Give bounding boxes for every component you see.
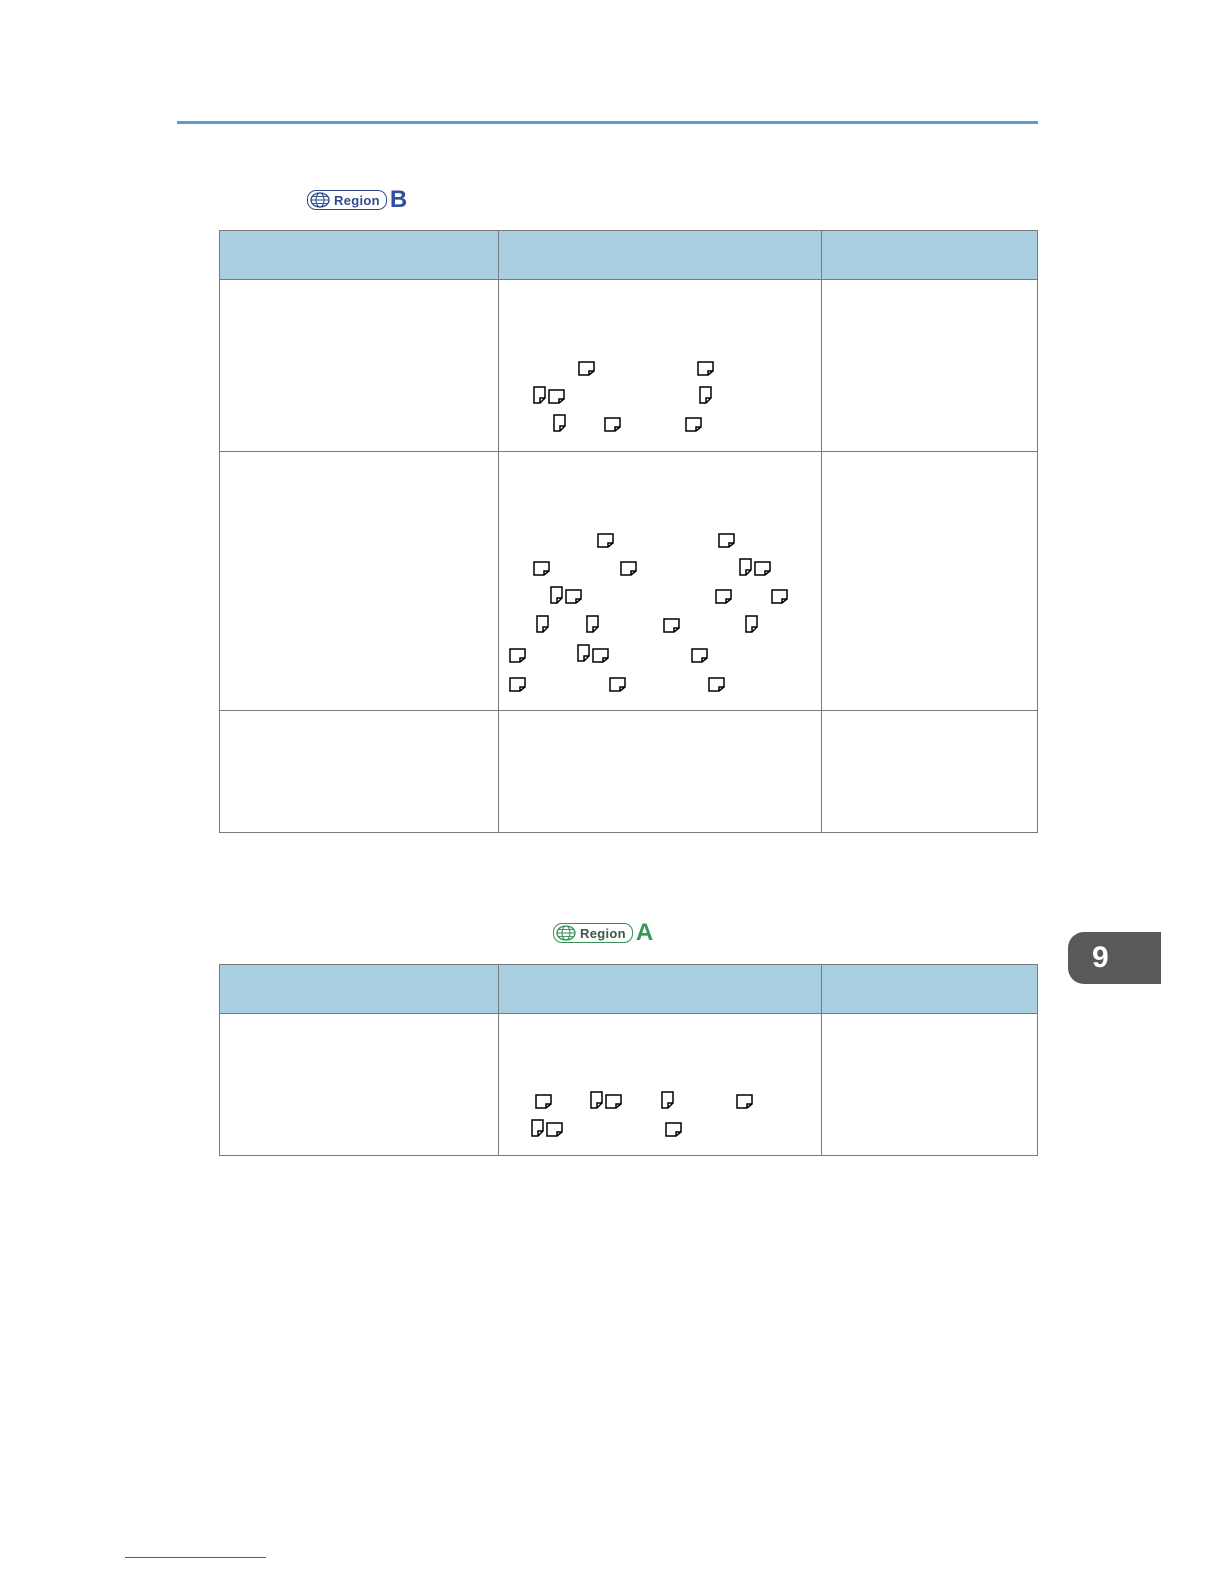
- paper-portrait-icon: [577, 644, 590, 662]
- table-cell: [821, 452, 1037, 711]
- paper-landscape-icon: [691, 648, 708, 663]
- table-header-cell: [499, 231, 821, 280]
- table-header-cell: [220, 965, 499, 1014]
- table-cell: [821, 1014, 1037, 1156]
- table-header-cell: [499, 965, 821, 1014]
- paper-landscape-icon: [604, 417, 621, 432]
- region-a-letter: A: [635, 919, 654, 946]
- region-b-pill: [307, 190, 387, 210]
- paper-portrait-icon: [661, 1091, 674, 1109]
- paper-landscape-icon: [592, 648, 609, 663]
- table-header-row: [220, 965, 1038, 1014]
- paper-portrait-icon: [553, 414, 566, 432]
- paper-landscape-icon: [715, 589, 732, 604]
- table-cell: [499, 280, 821, 452]
- paper-landscape-icon: [685, 417, 702, 432]
- region-b-badge: [307, 186, 408, 213]
- region-b-letter: B: [389, 186, 408, 213]
- region-a-pill: [553, 923, 633, 943]
- table-header-row: [220, 231, 1038, 280]
- paper-portrait-icon: [533, 386, 546, 404]
- table-row: [220, 280, 1038, 452]
- table-cell: [220, 280, 499, 452]
- paper-landscape-icon: [548, 389, 565, 404]
- table-cell: [499, 452, 821, 711]
- paper-landscape-icon: [718, 533, 735, 548]
- table-header-cell: [821, 231, 1037, 280]
- paper-portrait-icon: [536, 615, 549, 633]
- table-header-cell: [220, 231, 499, 280]
- globe-icon: [556, 925, 576, 941]
- paper-landscape-icon: [509, 648, 526, 663]
- paper-portrait-icon: [586, 615, 599, 633]
- paper-landscape-icon: [663, 618, 680, 633]
- paper-landscape-icon: [620, 561, 637, 576]
- table-header-cell: [821, 965, 1037, 1014]
- paper-landscape-icon: [665, 1122, 682, 1137]
- paper-portrait-icon: [531, 1119, 544, 1137]
- paper-landscape-icon: [533, 561, 550, 576]
- table-row: [220, 711, 1038, 833]
- paper-portrait-icon: [590, 1091, 603, 1109]
- paper-landscape-icon: [578, 361, 595, 376]
- paper-size-table-region-b: [219, 230, 1038, 833]
- paper-landscape-icon: [565, 589, 582, 604]
- paper-portrait-icon: [699, 386, 712, 404]
- table-row: [220, 452, 1038, 711]
- region-a-word: Region: [580, 925, 626, 941]
- table-cell: [220, 711, 499, 833]
- header-rule: [177, 121, 1038, 124]
- paper-landscape-icon: [546, 1122, 563, 1137]
- table-cell: [499, 711, 821, 833]
- paper-landscape-icon: [609, 677, 626, 692]
- table-row: [220, 1014, 1038, 1156]
- paper-landscape-icon: [509, 677, 526, 692]
- globe-icon: [310, 192, 330, 208]
- paper-landscape-icon: [771, 589, 788, 604]
- table-cell: [499, 1014, 821, 1156]
- paper-portrait-icon: [550, 586, 563, 604]
- table-cell: [220, 452, 499, 711]
- paper-landscape-icon: [754, 561, 771, 576]
- chapter-tab: [1068, 932, 1161, 984]
- paper-landscape-icon: [535, 1094, 552, 1109]
- paper-landscape-icon: [736, 1094, 753, 1109]
- paper-portrait-icon: [739, 558, 752, 576]
- paper-landscape-icon: [697, 361, 714, 376]
- paper-landscape-icon: [605, 1094, 622, 1109]
- paper-landscape-icon: [708, 677, 725, 692]
- table-cell: [220, 1014, 499, 1156]
- chapter-number: 9: [1092, 941, 1109, 974]
- region-b-word: Region: [334, 192, 380, 208]
- footer-link-rule[interactable]: [125, 1557, 266, 1558]
- paper-size-table-region-a: [219, 964, 1038, 1156]
- paper-landscape-icon: [597, 533, 614, 548]
- paper-portrait-icon: [745, 615, 758, 633]
- region-a-badge: [553, 919, 654, 946]
- table-cell: [821, 711, 1037, 833]
- table-cell: [821, 280, 1037, 452]
